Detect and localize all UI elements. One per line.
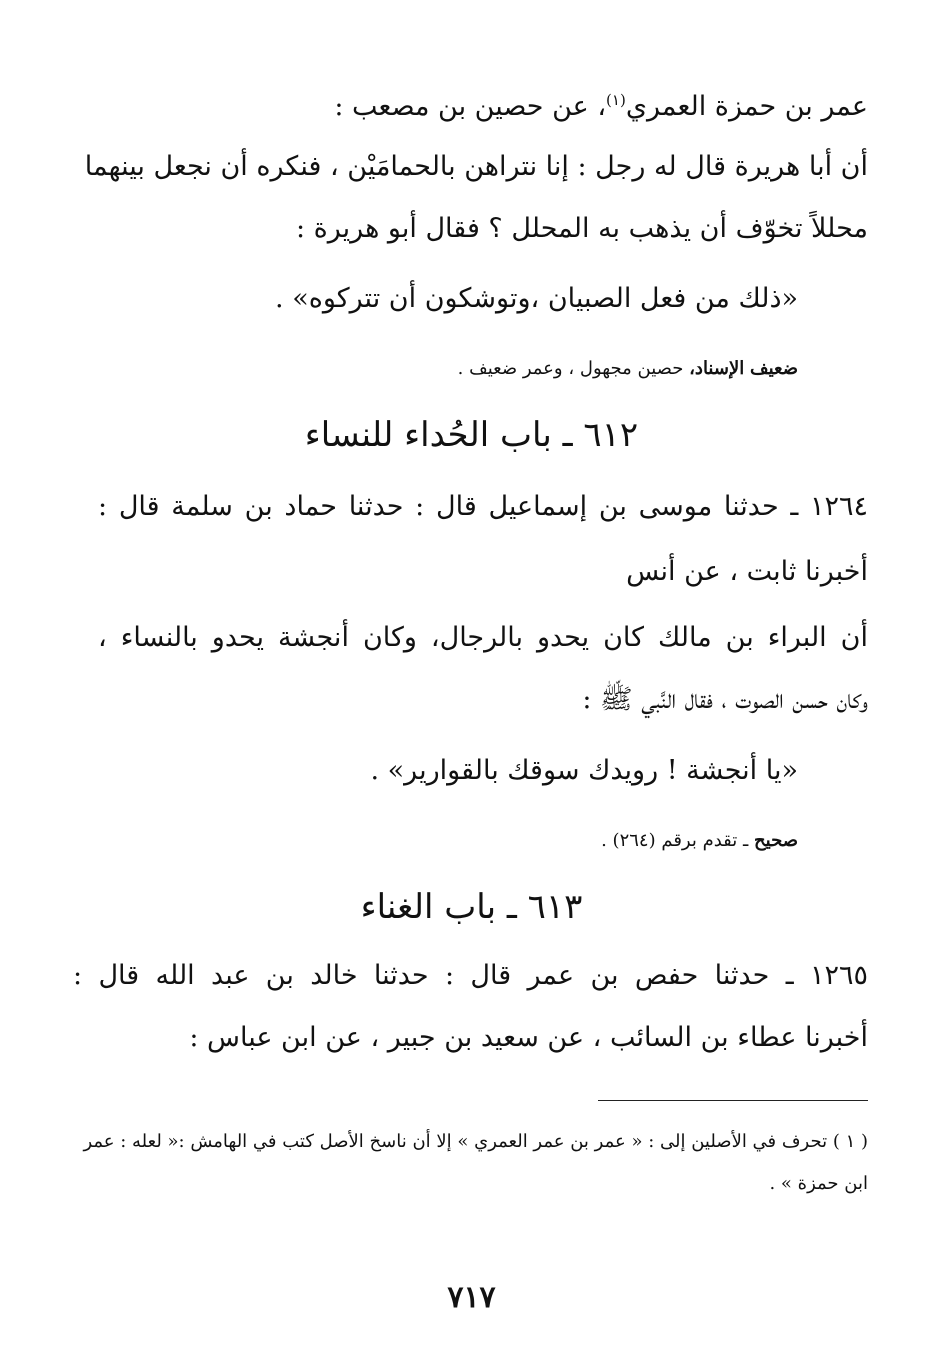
text-line: أن أبا هريرة قال له رجل : إنا نتراهن بالحمامَيْن ، فنكره أن نجعل بينهما xyxy=(84,151,868,182)
hadith-line: ١٢٦٥ ـ حدثنا حفص بن عمر قال : حدثنا خالد بن عبد الله قال : xyxy=(73,960,868,991)
hadith-line: أخبرنا ثابت ، عن أنس xyxy=(626,556,868,587)
hadith-line: ١٢٦٤ ـ حدثنا موسى بن إسماعيل قال : حدثنا حماد بن سلمة قال : xyxy=(98,491,868,522)
grading-note xyxy=(458,356,798,382)
grading-note xyxy=(601,828,798,854)
grading-text: حصين مجهول ، وعمر ضعيف . xyxy=(457,358,684,379)
text-line-chain xyxy=(78,80,868,127)
hadith-line: وكان حسن الصوت ، فقال النَّبي ﷺ : xyxy=(582,684,868,715)
chapter-heading: ٦١٣ ـ باب الغناء xyxy=(360,887,583,927)
text-line: محللاً تخوّف أن يذهب به المحلل ؟ فقال أبو هريرة : xyxy=(295,213,868,244)
footnote-line: ابن حمزة » . xyxy=(769,1173,868,1194)
hadith-line: أخبرنا عطاء بن السائب ، عن سعيد بن جبير ، عن ابن عباس : xyxy=(189,1022,868,1053)
grading-text: ـ تقدم برقم (٢٦٤) . xyxy=(601,830,749,851)
quote-line: «يا أنجشة ! رويدك سوقك بالقوارير» . xyxy=(370,755,798,786)
footnote-separator xyxy=(598,1100,868,1101)
grading-keyword: صحيح xyxy=(754,830,798,851)
page-number: ٧١٧ xyxy=(447,1280,496,1315)
grading-keyword-isnad: الإسناد، xyxy=(689,358,745,379)
quote-line: «ذلك من فعل الصبيان ،وتوشكون أن تتركوه» . xyxy=(275,283,798,314)
hadith-line: أن البراء بن مالك كان يحدو بالرجال، وكان أنجشة يحدو بالنساء ، xyxy=(98,622,868,653)
chapter-heading: ٦١٢ ـ باب الحُداء للنساء xyxy=(304,415,639,455)
narrator-name: عمر بن حمزة العمري xyxy=(625,91,868,122)
grading-keyword: ضعيف xyxy=(749,358,798,379)
footnote-marker[interactable]: (١) xyxy=(606,91,626,109)
footnote-line: ( ١ ) تحرف في الأصلين إلى : « عمر بن عمر العمري » إلا أن ناسخ الأصل كتب في الهامش :« لعله : عمر xyxy=(83,1131,868,1152)
chain-continuation: ، عن حصين بن مصعب : xyxy=(334,91,607,122)
